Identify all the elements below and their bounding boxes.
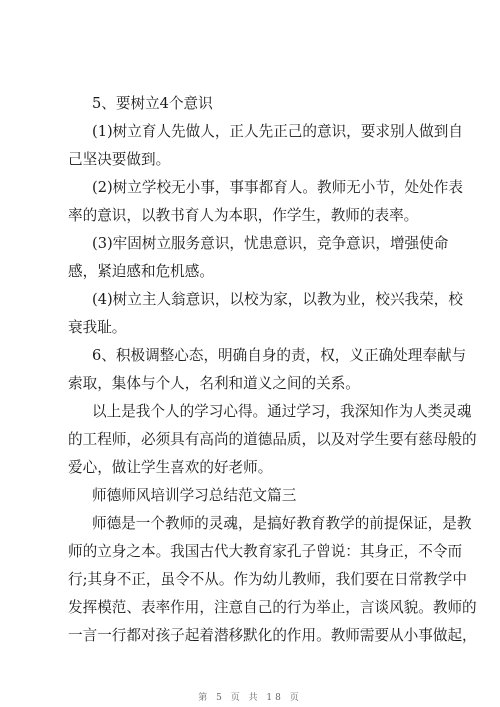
text-line: 的工程师，必须具有高尚的道德品质，以及对学生要有慈母般的: [68, 431, 477, 448]
text-line: 率的意识，以教书育人为本职，作学生，教师的表率。: [68, 207, 419, 224]
paragraph-section-body: [68, 510, 477, 650]
text-line: 以上是我个人的学习心得。通过学习，我深知作为人类灵魂: [92, 403, 472, 420]
text-line: 感，紧迫感和危机感。: [68, 263, 214, 280]
text-line: 5、要树立4个意识: [92, 95, 213, 112]
text-line: 衰我耻。: [68, 319, 127, 336]
text-line: 己坚决要做到。: [68, 151, 171, 168]
text-line: 师的立身之本。我国古代大教育家孔子曾说：其身正，不令而: [68, 543, 463, 560]
text-line: 索取，集体与个人，名利和道义之间的关系。: [68, 375, 360, 392]
text-line: 6、积极调整心态，明确自身的责，权，义正确处理奉献与: [92, 347, 467, 364]
paragraph-item-4: [68, 286, 463, 342]
text-line: 发挥模范、表率作用，注意自己的行为举止，言谈风貌。教师的: [68, 599, 477, 616]
text-line: (2)树立学校无小事，事事都育人。教师无小节，处处作表: [92, 179, 463, 196]
page-number-footer: 第 5 页 共 18 页: [198, 693, 302, 703]
text-line: 爱心，做让学生喜欢的好老师。: [68, 459, 273, 476]
text-line: (1)树立育人先做人，正人先正己的意识，要求别人做到自: [92, 123, 463, 140]
paragraph-item-1: [68, 118, 463, 174]
text-line: 师德是一个教师的灵魂，是搞好教育教学的前提保证，是教: [92, 515, 472, 532]
text-line: 行;其身不正，虽令不从。作为幼儿教师，我们要在日常教学中: [68, 571, 467, 588]
paragraph-conclusion: [68, 398, 477, 482]
text-line: (4)树立主人翁意识，以校为家，以教为业，校兴我荣，校: [92, 291, 463, 308]
text-line: 师德师风培训学习总结范文篇三: [92, 487, 297, 504]
paragraph-item-3: [68, 230, 449, 286]
paragraph-point-6: [68, 342, 467, 398]
paragraph-item-2: [68, 174, 463, 230]
text-line: 一言一行都对孩子起着潜移默化的作用。教师需要从小事做起，: [68, 627, 477, 644]
section-title: [92, 482, 468, 510]
heading-5: [92, 90, 468, 118]
text-line: (3)牢固树立服务意识，忧患意识，竞争意识，增强使命: [92, 235, 449, 252]
